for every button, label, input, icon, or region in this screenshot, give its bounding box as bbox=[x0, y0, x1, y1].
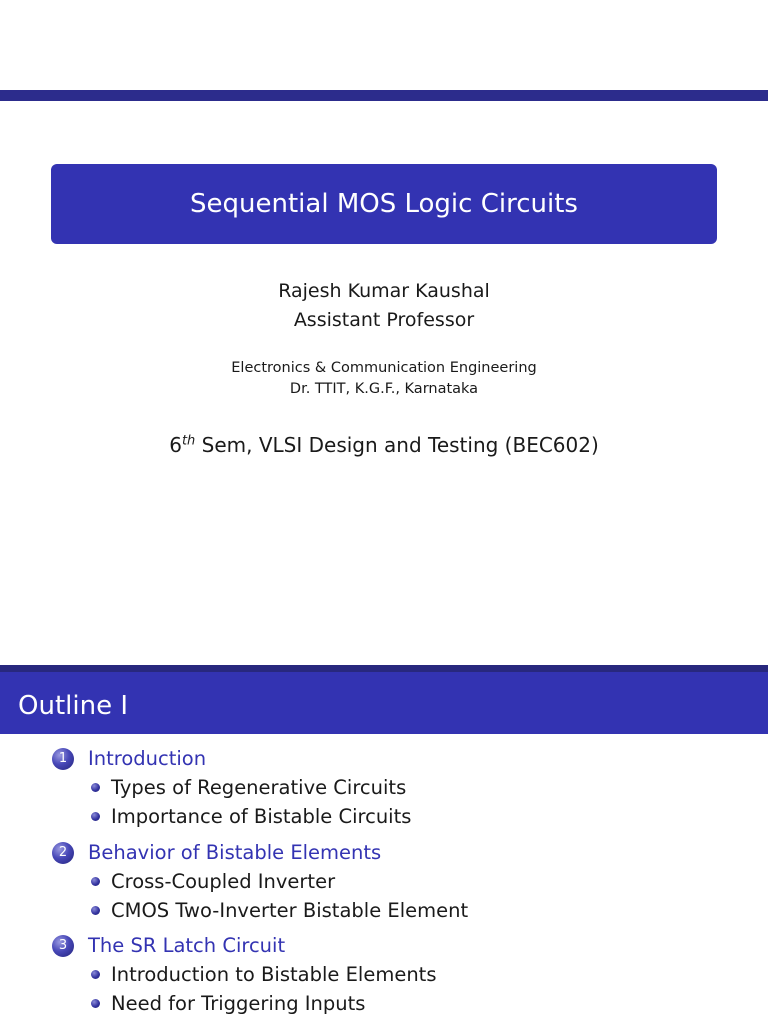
title-box bbox=[51, 164, 717, 244]
institute: Dr. TTIT, K.G.F., Karnataka bbox=[289, 381, 479, 397]
outline-section-2[interactable] bbox=[52, 841, 381, 864]
outline-subitem[interactable] bbox=[91, 805, 411, 828]
bullet-icon bbox=[91, 906, 100, 915]
outline-header bbox=[0, 665, 768, 734]
outline-subitem[interactable] bbox=[91, 899, 468, 922]
outline-section-3[interactable] bbox=[52, 934, 285, 957]
section-label[interactable]: The SR Latch Circuit bbox=[88, 934, 286, 957]
subitem-label[interactable]: Cross-Coupled Inverter bbox=[111, 870, 336, 893]
section-label[interactable]: Behavior of Bistable Elements bbox=[88, 841, 382, 864]
department: Electronics & Communication Engineering bbox=[231, 360, 537, 376]
outline-title: Outline I bbox=[18, 691, 128, 721]
header-strip bbox=[0, 665, 768, 672]
section-label[interactable]: Introduction bbox=[88, 747, 207, 770]
course-semester-suffix: th bbox=[181, 433, 196, 449]
outline-subitem[interactable] bbox=[91, 776, 406, 799]
outline-subitem[interactable] bbox=[91, 870, 335, 893]
bullet-icon bbox=[91, 970, 100, 979]
author-name: Rajesh Kumar Kaushal bbox=[278, 280, 490, 302]
presentation-title: Sequential MOS Logic Circuits bbox=[190, 189, 578, 219]
author-position: Assistant Professor bbox=[293, 309, 475, 331]
subitem-label[interactable]: Need for Triggering Inputs bbox=[111, 992, 366, 1015]
section-number-ball: 1 bbox=[52, 748, 74, 770]
outline-subitem[interactable] bbox=[91, 963, 437, 986]
course-semester-number: 6 bbox=[169, 433, 182, 457]
course-name: Sem, VLSI Design and Testing (BEC602) bbox=[195, 433, 599, 457]
outline-subitem[interactable] bbox=[91, 992, 365, 1015]
bullet-icon bbox=[91, 783, 100, 792]
bullet-icon bbox=[91, 999, 100, 1008]
top-rule bbox=[0, 90, 768, 101]
bullet-icon bbox=[91, 877, 100, 886]
outline-section-1[interactable] bbox=[52, 747, 206, 770]
subitem-label[interactable]: Types of Regenerative Circuits bbox=[111, 776, 407, 799]
subitem-label[interactable]: Importance of Bistable Circuits bbox=[111, 805, 412, 828]
outline-slide bbox=[0, 665, 768, 1024]
section-number-ball: 2 bbox=[52, 842, 74, 864]
course-info bbox=[0, 433, 768, 457]
bullet-icon bbox=[91, 812, 100, 821]
subitem-label[interactable]: CMOS Two-Inverter Bistable Element bbox=[111, 899, 469, 922]
section-number-ball: 3 bbox=[52, 935, 74, 957]
subitem-label[interactable]: Introduction to Bistable Elements bbox=[111, 963, 437, 986]
